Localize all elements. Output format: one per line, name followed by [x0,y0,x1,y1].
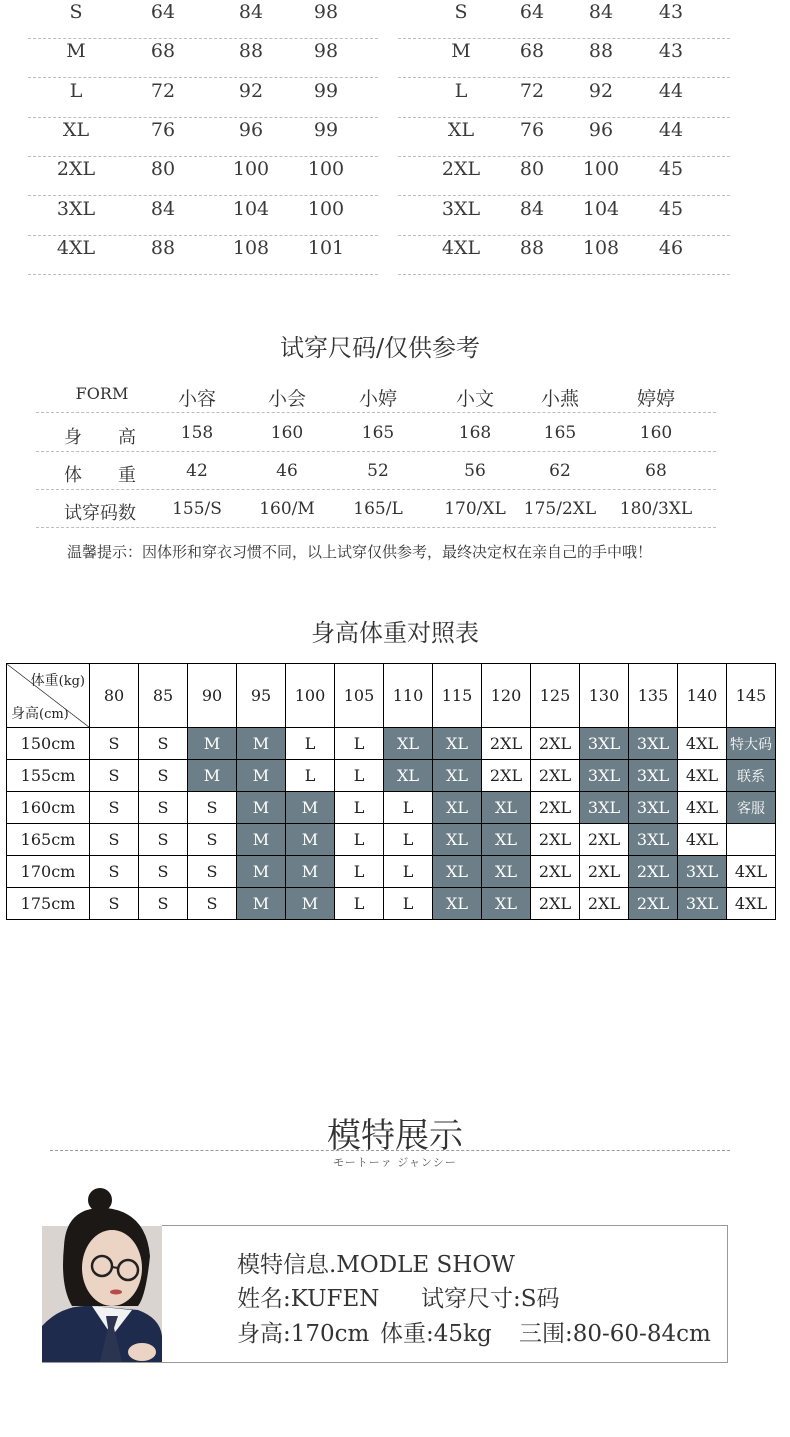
size-cell: 2XL [580,888,629,920]
size-cell: XL [62,118,90,141]
size-cell: 43 [658,1,684,23]
size-cell: 2XL [580,856,629,888]
size-cell: 64 [150,1,176,23]
try-on-cell: 160 [270,423,304,443]
model-size: 试穿尺寸:S码 [421,1286,560,1312]
size-row [398,156,730,196]
size-cell: XL [433,888,482,920]
size-cell: 4XL [678,824,727,856]
model-show-subtitle: モートーァ ジャンシー [333,1156,457,1169]
table-row [7,760,776,792]
height-weight-table [6,663,776,920]
size-cell: 100 [232,158,270,181]
try-on-cell: 62 [549,461,571,481]
size-cell: 特大码 [727,728,776,760]
size-cell: 45 [658,197,684,220]
try-on-cell: 165 [361,423,395,443]
size-cell: 99 [313,79,339,102]
size-cell [727,824,776,856]
size-cell: XL [482,824,531,856]
size-row [398,0,730,39]
size-cell: 108 [582,236,620,259]
size-cell: S [139,824,188,856]
height-cell: 170cm [7,856,90,888]
weight-header-cell: 130 [580,664,629,728]
model-divider [50,1150,730,1151]
weight-header-cell: 115 [433,664,482,728]
size-cell: L [384,792,433,824]
size-cell: L [454,79,468,102]
size-cell: 3XL [580,760,629,792]
size-cell: 3XL [580,792,629,824]
try-on-cell: 175/2XL [523,499,597,519]
size-cell: 2XL [441,158,481,181]
model-weight: 体重:45kg [380,1321,492,1347]
corner-height-label: 身高(cm) [11,706,69,722]
size-row [28,196,378,236]
size-cell: 96 [238,118,264,141]
size-cell: 96 [588,118,614,141]
size-cell: M [286,856,335,888]
size-cell: 104 [582,197,620,220]
size-cell: M [237,856,286,888]
size-cell: M [66,40,86,63]
try-on-cell: 180/3XL [619,499,693,519]
size-cell: 98 [313,1,339,23]
corner-cell [7,664,90,728]
size-cell: XL [482,792,531,824]
size-cell: 72 [519,79,545,102]
size-cell: L [335,792,384,824]
try-on-cell: 168 [458,423,492,443]
weight-header-cell: 100 [286,664,335,728]
size-cell: 43 [658,40,684,63]
size-cell: 2XL [629,856,678,888]
height-cell: 165cm [7,824,90,856]
try-on-cell: 160/M [259,499,315,519]
size-cell: 88 [588,40,614,63]
size-cell: 100 [307,197,345,220]
size-cell: 92 [588,79,614,102]
size-row [28,235,378,275]
size-cell: L [384,824,433,856]
size-cell: 76 [150,118,176,141]
size-cell: M [188,728,237,760]
size-cell: 2XL [531,888,580,920]
size-cell: 2XL [629,888,678,920]
size-cell: S [188,792,237,824]
chart-title: 身高体重对照表 [311,619,479,647]
try-on-cell: 165 [543,423,577,443]
size-cell: S [90,824,139,856]
try-on-header-cell: 婷婷 [636,388,675,410]
try-on-header-cell: 小文 [455,388,494,410]
size-cell: 100 [307,158,345,181]
try-on-row [36,489,716,528]
size-cell: 88 [150,236,176,259]
size-cell: 88 [238,40,264,63]
try-on-cell: 56 [464,461,486,481]
corner-weight-label: 体重(kg) [30,673,85,689]
size-row [398,78,730,118]
size-cell: 3XL [678,888,727,920]
size-cell: XL [433,728,482,760]
table-row [7,728,776,760]
size-cell: M [237,728,286,760]
size-cell: 4XL [56,236,96,259]
try-on-header-cell: 小会 [267,388,306,410]
size-cell: M [286,792,335,824]
size-cell: 联系 [727,760,776,792]
size-cell: 4XL [678,728,727,760]
try-on-header-cell: 小燕 [540,388,579,410]
size-cell: L [384,888,433,920]
size-cell: 3XL [629,824,678,856]
size-cell: 72 [150,79,176,102]
try-on-hint: 温馨提示：因体形和穿衣习惯不同，以上试穿仅供参考，最终决定权在亲自己的手中哦！ [67,543,653,561]
size-cell: 92 [238,79,264,102]
size-cell: 84 [150,197,176,220]
try-on-header-cell: 小容 [177,388,216,410]
height-cell: 150cm [7,728,90,760]
size-cell: 3XL [678,856,727,888]
model-photo [42,1186,162,1362]
size-cell: L [335,760,384,792]
size-cell: 2XL [531,824,580,856]
try-on-row-label: 身 高 [64,427,136,448]
size-row [28,117,378,157]
table-row [7,888,776,920]
size-cell: 68 [150,40,176,63]
size-cell: 2XL [531,760,580,792]
size-cell: 84 [519,197,545,220]
size-cell: 4XL [678,792,727,824]
table-row [7,856,776,888]
size-cell: L [335,824,384,856]
size-cell: 64 [519,1,545,23]
weight-header-cell: 140 [678,664,727,728]
size-cell: 76 [519,118,545,141]
size-cell: 98 [313,40,339,63]
try-on-cell: 165/L [353,499,403,519]
table-row [7,824,776,856]
size-cell: M [286,888,335,920]
try-on-row-label: 体 重 [64,465,136,486]
size-row [398,38,730,78]
size-cell: 108 [232,236,270,259]
try-on-title: 试穿尺码/仅供参考 [279,334,481,362]
size-cell: XL [482,856,531,888]
size-cell: 45 [658,158,684,181]
try-on-row-label: 试穿码数 [64,503,136,524]
size-cell: 4XL [727,888,776,920]
size-cell: 2XL [580,824,629,856]
try-on-cell: 52 [367,461,389,481]
try-on-cell: 158 [180,423,214,443]
size-row [28,156,378,196]
size-cell: M [237,824,286,856]
size-cell: XL [433,856,482,888]
size-cell: 3XL [441,197,481,220]
size-cell: S [188,856,237,888]
table-row [7,792,776,824]
try-on-header-cell: FORM [75,384,129,403]
model-measurements: 三围:80-60-84cm [519,1321,711,1347]
size-cell: M [188,760,237,792]
height-cell: 155cm [7,760,90,792]
weight-header-cell: 135 [629,664,678,728]
try-on-header-cell: 小婷 [358,388,397,410]
try-on-cell: 68 [645,461,667,481]
size-cell: 46 [658,236,684,259]
size-cell: L [384,856,433,888]
size-cell: M [237,888,286,920]
size-cell: XL [433,824,482,856]
size-cell: 3XL [629,728,678,760]
size-cell: 80 [150,158,176,181]
size-cell: 80 [519,158,545,181]
size-cell: 4XL [727,856,776,888]
try-on-cell: 170/XL [444,499,506,519]
size-cell: 2XL [531,792,580,824]
weight-header-cell: 120 [482,664,531,728]
weight-header-cell: 125 [531,664,580,728]
size-cell: L [69,79,83,102]
size-cell: 2XL [531,728,580,760]
weight-header-cell: 85 [139,664,188,728]
size-row [28,0,378,39]
size-cell: 44 [658,79,684,102]
height-cell: 160cm [7,792,90,824]
size-cell: 4XL [441,236,481,259]
size-cell: S [139,888,188,920]
model-show-title: 模特展示 [327,1116,463,1156]
size-cell: XL [447,118,475,141]
size-cell: S [188,824,237,856]
weight-header-cell: 90 [188,664,237,728]
size-cell: S [90,760,139,792]
size-cell: 84 [588,1,614,23]
size-cell: L [286,728,335,760]
try-on-cell: 160 [639,423,673,443]
size-cell: XL [482,888,531,920]
size-cell: 101 [307,236,345,259]
weight-header-cell: 95 [237,664,286,728]
size-cell: S [69,1,83,23]
size-cell: 3XL [629,792,678,824]
try-on-row [36,413,716,452]
size-cell: L [335,856,384,888]
weight-header-cell: 105 [335,664,384,728]
try-on-cell: 155/S [172,499,222,519]
size-cell: M [451,40,471,63]
size-cell: L [335,888,384,920]
size-cell: S [90,792,139,824]
size-cell: S [139,760,188,792]
size-cell: L [286,760,335,792]
size-cell: XL [384,760,433,792]
size-row [28,38,378,78]
size-cell: 99 [313,118,339,141]
size-cell: S [454,1,468,23]
height-cell: 175cm [7,888,90,920]
size-cell: 2XL [531,856,580,888]
size-cell: XL [384,728,433,760]
size-cell: M [237,792,286,824]
size-cell: XL [433,760,482,792]
try-on-row [36,451,716,490]
size-cell: 68 [519,40,545,63]
size-cell: S [90,888,139,920]
try-on-cell: 46 [276,461,298,481]
size-cell: 100 [582,158,620,181]
size-cell: 4XL [678,760,727,792]
try-on-cell: 42 [186,461,208,481]
size-cell: S [139,792,188,824]
weight-header-cell: 80 [90,664,139,728]
size-cell: XL [433,792,482,824]
size-cell: 44 [658,118,684,141]
size-cell: 3XL [580,728,629,760]
size-cell: 104 [232,197,270,220]
weight-header-cell: 145 [727,664,776,728]
size-row [398,117,730,157]
size-cell: 2XL [482,760,531,792]
model-height: 身高:170cm [237,1321,370,1347]
size-cell: L [335,728,384,760]
size-cell: 3XL [629,760,678,792]
size-cell: 2XL [56,158,96,181]
size-cell: S [139,856,188,888]
size-cell: S [139,728,188,760]
size-cell: 2XL [482,728,531,760]
size-cell: 客服 [727,792,776,824]
try-on-header [36,374,716,413]
size-cell: M [286,824,335,856]
size-row [398,235,730,275]
size-cell: M [237,760,286,792]
size-cell: S [90,856,139,888]
size-row [398,196,730,236]
size-cell: S [188,888,237,920]
model-name: 姓名:KUFEN [237,1286,380,1312]
size-row [28,78,378,118]
size-cell: 88 [519,236,545,259]
size-cell: 3XL [56,197,96,220]
weight-header-cell: 110 [384,664,433,728]
size-cell: 84 [238,1,264,23]
size-cell: S [90,728,139,760]
model-info-heading: 模特信息.MODLE SHOW [237,1252,515,1278]
